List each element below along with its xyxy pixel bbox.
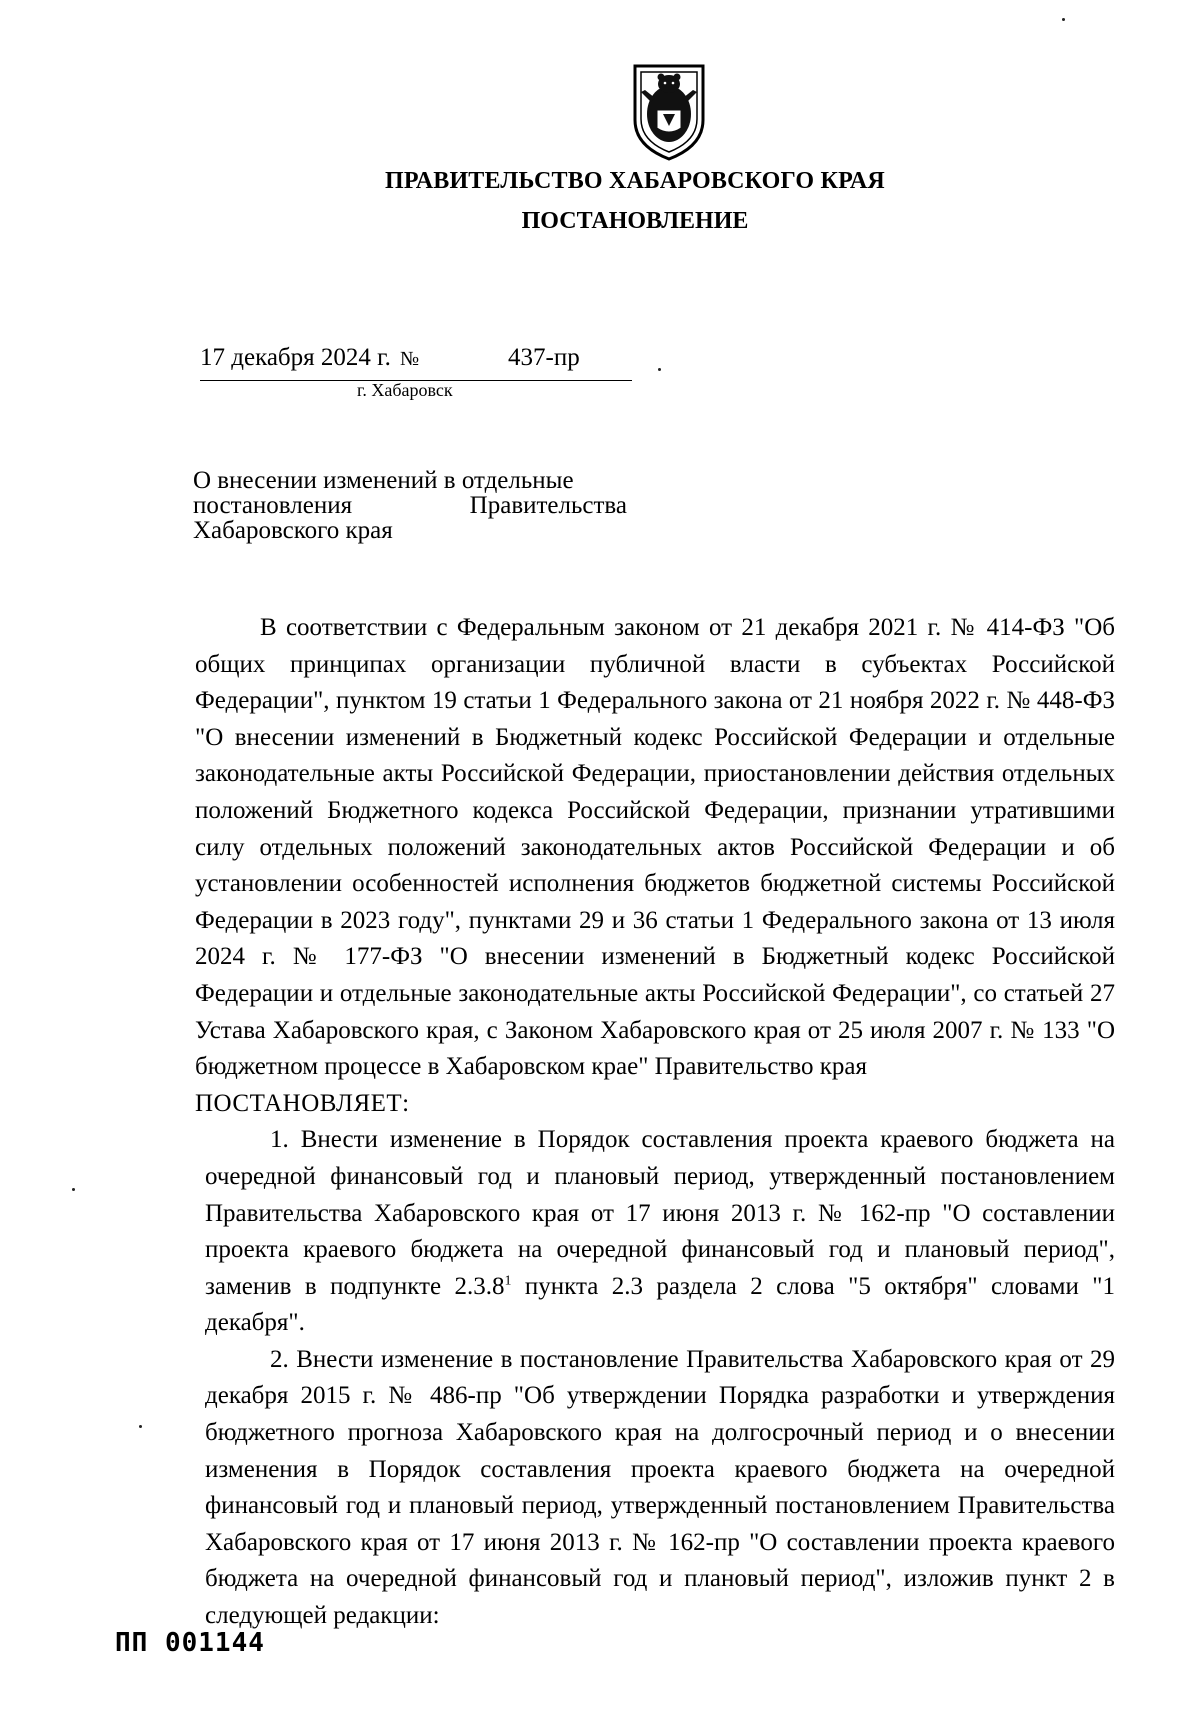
- date-number-line: [200, 344, 632, 381]
- document-subject: [193, 468, 627, 543]
- subject-line-2-left: постановления: [193, 492, 353, 519]
- scan-speck: [72, 1188, 75, 1191]
- item-1-text: 1. Внести изменение в Порядок составления проекта краевого бюджета на очередной финансовый год и плановый период, утвержденный постановлением Правительства Хабаровского края от 17 июня 2013 г. № 162-пр "О составлении проекта краевого бюджета на очередной финансовый год и плановый период", заменив в подпункте 2.3.8: [205, 1126, 1115, 1300]
- preamble-paragraph: В соответствии с Федеральным законом от 21 декабря 2021 г. № 414-ФЗ "Об общих принципах организации публичной власти в субъектах Российской Федерации", пунктом 19 статьи 1 Федерального закона от 21 ноября 2022 г. № 448-ФЗ "О внесении изменений в Бюджетный кодекс Российской Федерации и отдельные законодательные акты Российской Федерации, приостановлении действия отдельных положений Бюджетного кодекса Российской Федерации, признании утратившими силу отдельных положений законодательных актов Российской Федерации и об установлении особенностей исполнения бюджетов бюджетной системы Российской Федерации в 2023 году", пунктами 29 и 36 статьи 1 Федерального закона от 13 июля 2024 г. № 177-ФЗ "О внесении изменений в Бюджетный кодекс Российской Федерации и отдельные законодательные акты Российской Федерации", со статьей 27 Устава Хабаровского края, с Законом Хабаровского края от 25 июля 2007 г. № 133 "О бюджетном процессе в Хабаровском крае" Правительство края: [195, 614, 1115, 1081]
- subject-line-3: Хабаровского края: [193, 517, 393, 544]
- item-1-text-end: пункта 2.3 раздела 2 слова "5 октября" словами "1 декабря".: [205, 1272, 1115, 1337]
- coat-of-arms-icon: [627, 62, 711, 162]
- document-type: ПОСТАНОВЛЕНИЕ: [521, 208, 749, 234]
- subject-line-2-right: Правительства: [469, 492, 627, 519]
- number-sign: №: [400, 348, 420, 370]
- item-1-superscript: 1: [504, 1273, 512, 1289]
- document-body: [195, 610, 1115, 1635]
- city: г. Хабаровск: [357, 380, 453, 400]
- footer-serial-code: ПП 001144: [115, 1628, 265, 1658]
- subject-line-2: [193, 493, 627, 518]
- document-date: 17 декабря 2024 г.: [200, 344, 391, 371]
- item-1-paragraph: [205, 1122, 1115, 1342]
- scan-speck: [658, 368, 661, 371]
- document-number: 437-пр: [508, 344, 580, 371]
- scan-speck: [1062, 18, 1065, 21]
- organization-title: ПРАВИТЕЛЬСТВО ХАБАРОВСКОГО КРАЯ: [385, 168, 885, 194]
- decree-word: ПОСТАНОВЛЯЕТ:: [195, 1089, 410, 1117]
- item-2-paragraph: 2. Внести изменение в постановление Правительства Хабаровского края от 29 декабря 2015 г. № 486-пр "Об утверждении Порядка разработки и утверждения бюджетного прогноза Хабаровского края на долгосрочный период и о внесении изменения в Порядок составления проекта краевого бюджета на очередной финансовый год и плановый период, утвержденный постановлением Правительства Хабаровского края от 17 июня 2013 г. № 162-пр "О составлении проекта краевого бюджета на очередной финансовый год и плановый период", изложив пункт 2 в следующей редакции:: [205, 1345, 1115, 1630]
- scan-speck: [139, 1425, 142, 1428]
- subject-line-1: О внесении изменений в отдельные: [193, 467, 574, 494]
